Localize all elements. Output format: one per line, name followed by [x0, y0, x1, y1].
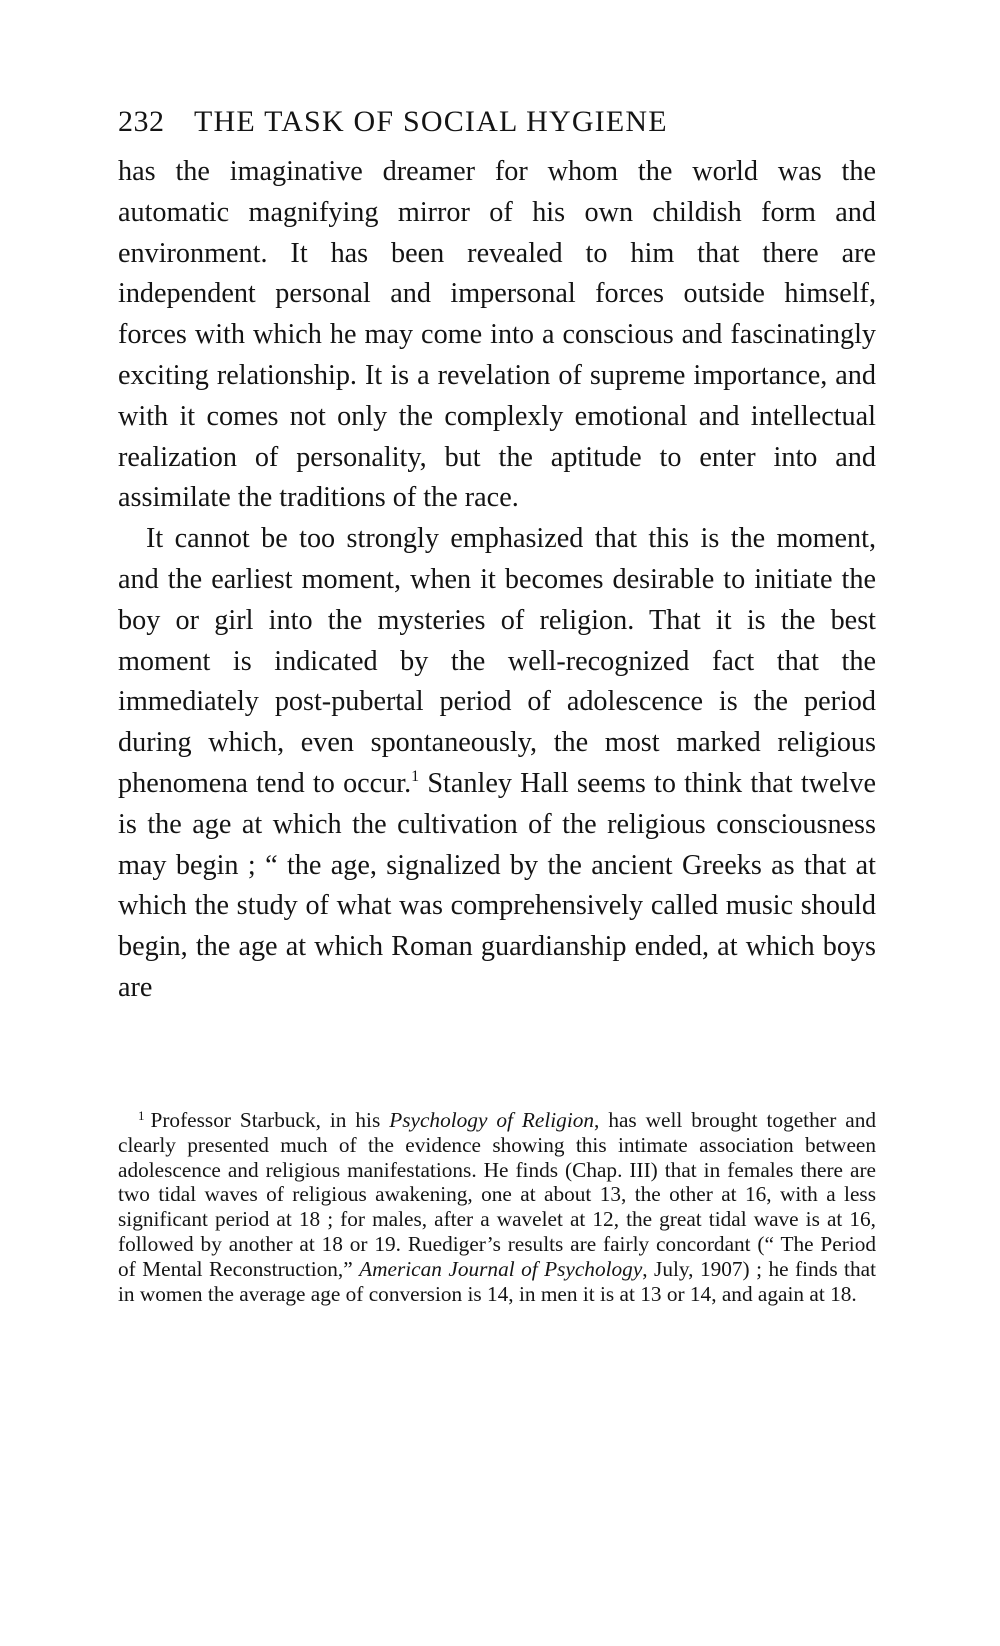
- paragraph: [118, 519, 876, 1009]
- page-header: [118, 100, 878, 144]
- body-text: [118, 152, 876, 1009]
- footnotes: [118, 1108, 876, 1306]
- footnote-text: , has well brought together and clearly presented much of the evidence showing this intimate association between adolescence and religious manifestations. He finds (Chap. III) that in females there are two tidal waves of religious awakening, one at about 13, the other at 16, with a less significant period at 18 ; for males, after a wavelet at 12, the great tidal wave is at 16, followed by another at 18 or 19. Ruediger’s results are fairly concordant (“ The Period of Mental Reconstruction,”: [118, 1108, 876, 1281]
- footnote-marker: 1: [138, 1108, 145, 1123]
- running-title: THE TASK OF SOCIAL HYGIENE: [194, 105, 668, 138]
- footnote-reference: 1: [411, 767, 420, 785]
- cited-journal-title: American Journal of Psychology: [359, 1256, 643, 1281]
- page-number: 232: [118, 105, 165, 138]
- paragraph-text: It cannot be too strongly emphasized that this is the moment, and the earliest moment, when it becomes desirable to initiate the boy or girl into the mysteries of religion. That it is the best moment is indicated by the well-recognized fact that the immediately post-pubertal period of adolescence is the period during which, even spontaneously, the most marked religious phenomena tend to occur.: [118, 523, 876, 799]
- footnote-text: , July, 1907) ; he finds that in women the average age of conversion is 14, in men it is at 13 or 14, and again at 18.: [118, 1256, 876, 1306]
- cited-work-title: Psychology of Religion: [389, 1108, 595, 1132]
- paragraph-continued: has the imaginative dreamer for whom the world was the automatic magnifying mirror of his own childish form and environment. It has been revealed to him that there are independent personal and impersonal forces outside himself, forces with which he may come into a conscious and fascinatingly exciting relationship. It is a revelation of supreme importance, and with it comes not only the complexly emotional and intellectual realization of personality, but the aptitude to enter into and assimilate the traditions of the race.: [118, 156, 876, 514]
- paragraph-text-continued: Stanley Hall seems to think that twelve is the age at which the cultivation of the religious consciousness may begin ; “ the age, signalized by the ancient Greeks as that at which the study of what was comprehensively called music should begin, the age at which Roman guardianship ended, at which boys are: [118, 767, 876, 1003]
- footnote-text: Professor Starbuck, in his: [150, 1108, 390, 1132]
- footnote: [118, 1108, 876, 1306]
